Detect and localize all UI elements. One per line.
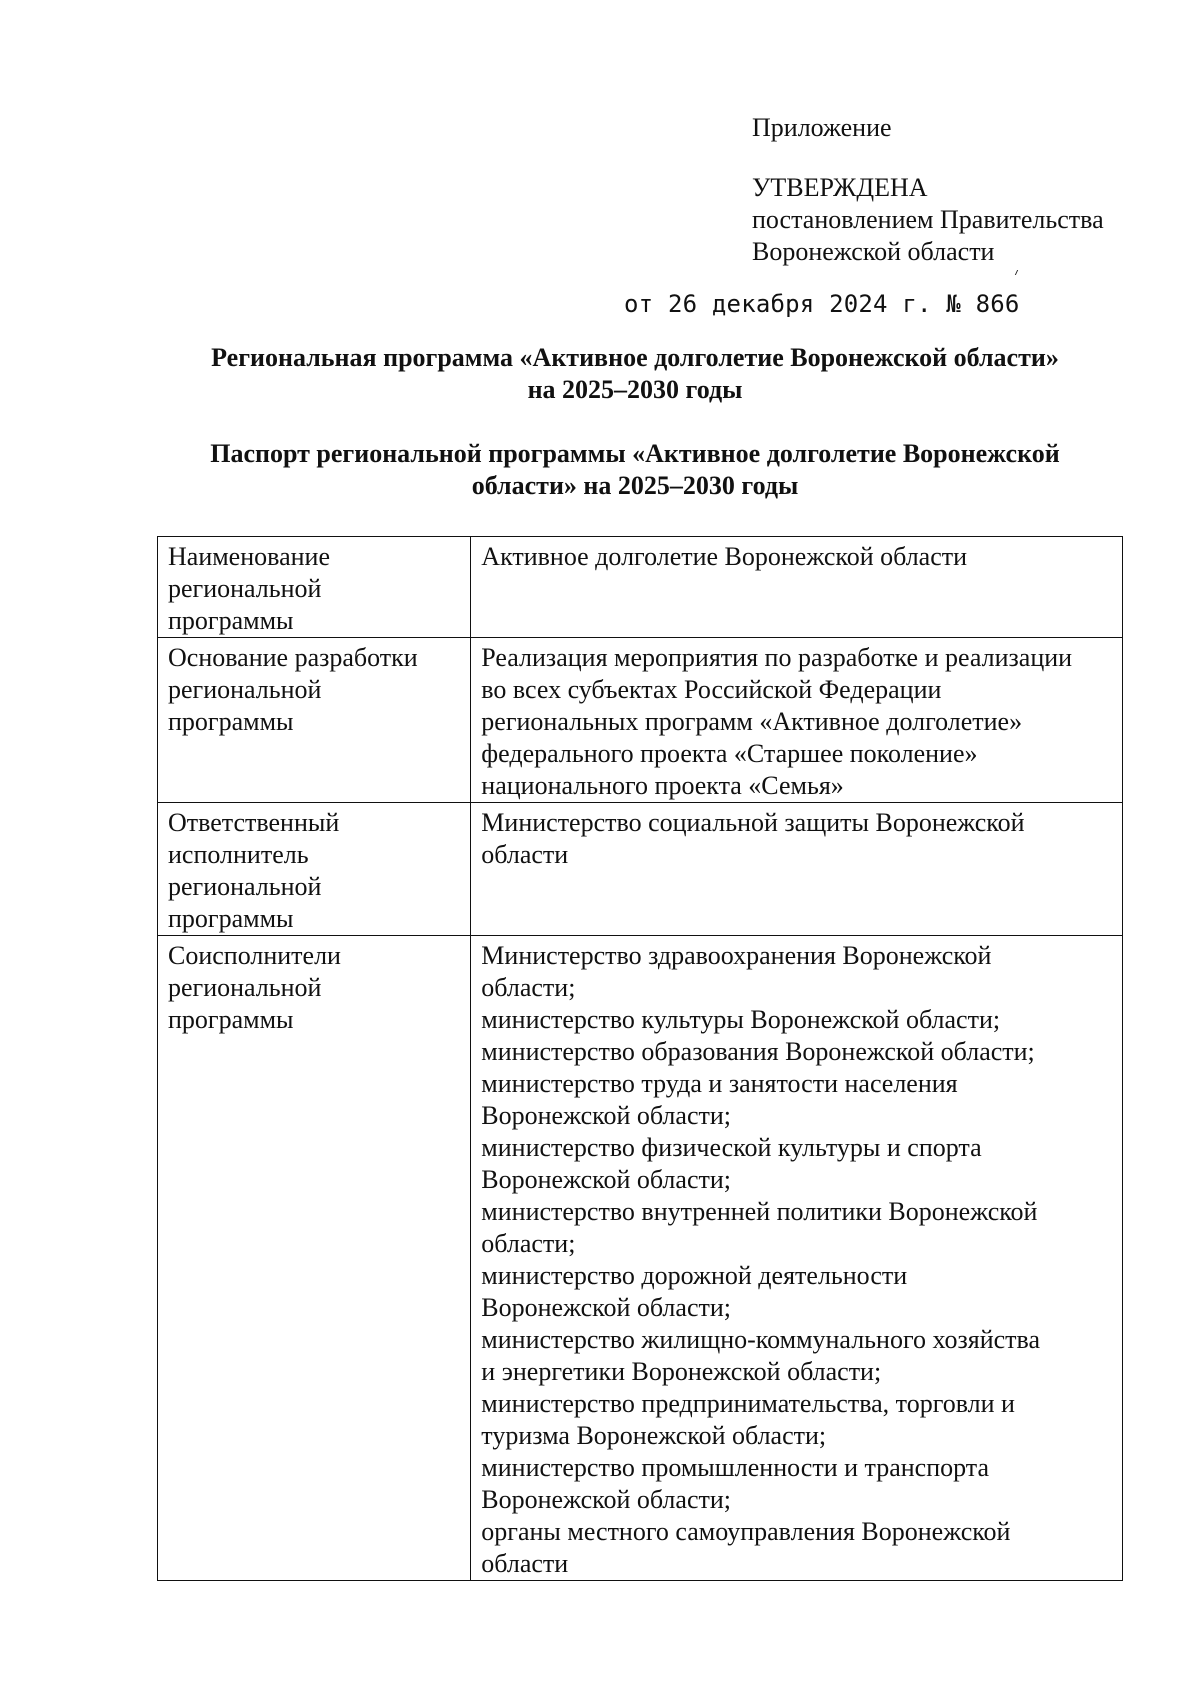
row-value-cell xyxy=(471,936,1123,1581)
cell-line: федерального проекта «Старшее поколение» xyxy=(481,739,978,768)
cell-line: Министерство социальной защиты Воронежской xyxy=(481,808,1025,837)
table-row xyxy=(158,803,1123,936)
row-label-cell xyxy=(158,936,471,1581)
cell-line: министерство дорожной деятельности xyxy=(481,1261,908,1290)
cell-line: региональной xyxy=(168,973,322,1002)
passport-table xyxy=(157,536,1123,1581)
cell-line: области xyxy=(481,1549,569,1578)
cell-line: Воронежской области; xyxy=(481,1101,731,1130)
cell-line: национального проекта «Семья» xyxy=(481,771,844,800)
appendix-label: Приложение xyxy=(752,113,892,142)
cell-line: Воронежской области; xyxy=(481,1293,731,1322)
cell-line: Реализация мероприятия по разработке и реализации xyxy=(481,643,1073,672)
cell-line: региональной xyxy=(168,872,322,901)
approved-by-line-1: постановлением Правительства xyxy=(752,205,1104,234)
cell-line: министерство жилищно-коммунального хозяйства xyxy=(481,1325,1040,1354)
cell-line: региональных программ «Активное долголетие» xyxy=(481,707,1023,736)
passport-title-line-2: области» на 2025–2030 годы xyxy=(471,471,799,500)
approval-block xyxy=(752,112,1104,268)
cell-line: программы xyxy=(168,606,294,635)
cell-line: министерство предпринимательства, торговли и xyxy=(481,1389,1015,1418)
cell-line: области; xyxy=(481,1229,576,1258)
row-label-cell xyxy=(158,803,471,936)
cell-line: министерство внутренней политики Воронежской xyxy=(481,1197,1038,1226)
decree-date-number: от 26 декабря 2024 г. № 866 xyxy=(624,290,1020,318)
cell-line: Министерство здравоохранения Воронежской xyxy=(481,941,992,970)
row-label-cell xyxy=(158,537,471,638)
table-row xyxy=(158,936,1123,1581)
cell-line: Воронежской области; xyxy=(481,1485,731,1514)
passport-title-line-1: Паспорт региональной программы «Активное долголетие Воронежской xyxy=(210,439,1060,468)
approved-label: УТВЕРЖДЕНА xyxy=(752,173,928,202)
row-value-cell xyxy=(471,537,1123,638)
row-label-cell xyxy=(158,638,471,803)
passport-title xyxy=(150,438,1120,502)
program-title xyxy=(150,342,1120,406)
cell-line: региональной xyxy=(168,574,322,603)
table-row xyxy=(158,638,1123,803)
cell-line: министерство промышленности и транспорта xyxy=(481,1453,989,1482)
cell-line: области xyxy=(481,840,569,869)
cell-line: программы xyxy=(168,707,294,736)
cell-line: исполнитель xyxy=(168,840,309,869)
row-value-cell xyxy=(471,803,1123,936)
cell-line: во всех субъектах Российской Федерации xyxy=(481,675,942,704)
cell-line: Основание разработки xyxy=(168,643,418,672)
cell-line: области; xyxy=(481,973,576,1002)
cell-line: министерство труда и занятости населения xyxy=(481,1069,958,1098)
cell-line: министерство образования Воронежской области; xyxy=(481,1037,1035,1066)
cell-line: туризма Воронежской области; xyxy=(481,1421,827,1450)
cell-line: органы местного самоуправления Воронежской xyxy=(481,1517,1011,1546)
cell-line: региональной xyxy=(168,675,322,704)
cell-line: и энергетики Воронежской области; xyxy=(481,1357,882,1386)
cell-line: Соисполнители xyxy=(168,941,341,970)
cell-line: Наименование xyxy=(168,542,330,571)
table-row xyxy=(158,537,1123,638)
cell-line: министерство культуры Воронежской области; xyxy=(481,1005,1001,1034)
approved-by-line-2: Воронежской области xyxy=(752,237,995,266)
program-title-line-1: Региональная программа «Активное долголетие Воронежской области» xyxy=(211,343,1059,372)
cell-line: Ответственный xyxy=(168,808,340,837)
cell-line: программы xyxy=(168,1005,294,1034)
cell-line: Активное долголетие Воронежской области xyxy=(481,542,968,571)
pen-tick-mark xyxy=(1011,270,1018,275)
row-value-cell xyxy=(471,638,1123,803)
cell-line: министерство физической культуры и спорта xyxy=(481,1133,982,1162)
cell-line: Воронежской области; xyxy=(481,1165,731,1194)
program-title-line-2: на 2025–2030 годы xyxy=(527,375,743,404)
cell-line: программы xyxy=(168,904,294,933)
